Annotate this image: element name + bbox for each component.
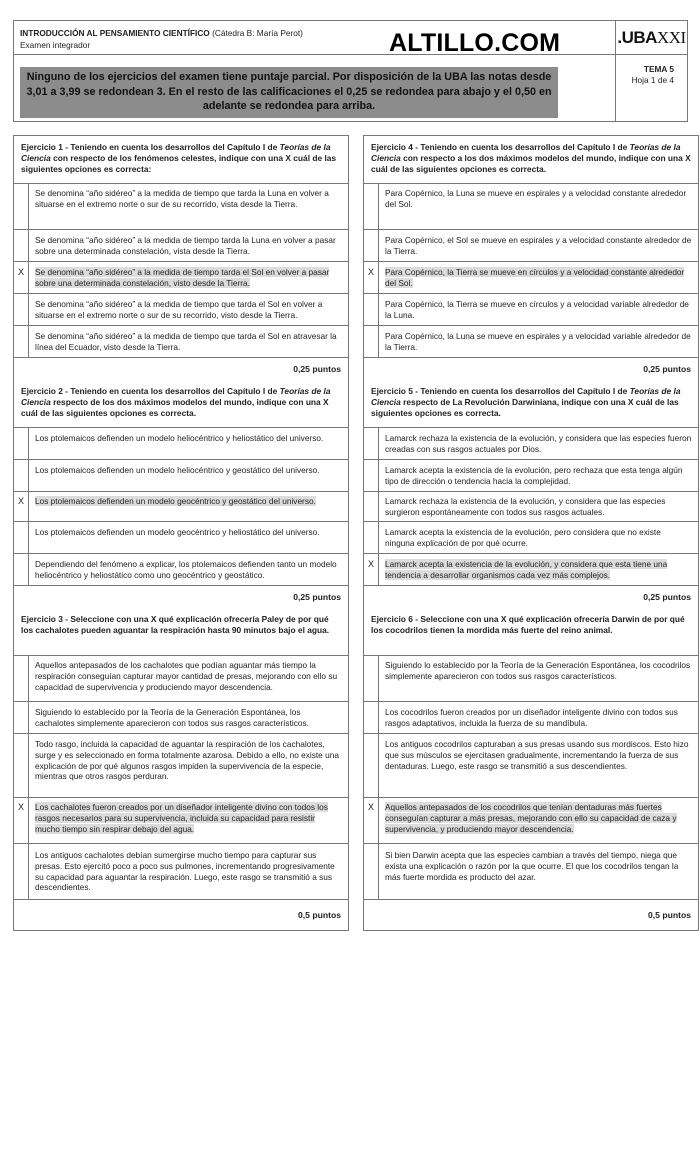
- answer-option[interactable]: [364, 492, 698, 522]
- option-text-cell: [379, 460, 698, 491]
- exercise-title-text: Ejercicio 5 - Teniendo en cuenta los desarrollos del Capítulo I de: [371, 386, 630, 396]
- option-text: Siguiendo lo establecido por la Teoría de la Generación Espontánea, los cachalotes simplemente aparecieron con todos sus rasgos característicos.: [35, 707, 309, 728]
- exercise-title-text-cont: con respecto a los dos máximos modelos del mundo, indique con una X cuál de las siguientes opciones es correcta.: [371, 152, 691, 174]
- option-text: Los ptolemaicos defienden un modelo geocéntrico y heliostático del universo.: [35, 527, 320, 537]
- answer-checkbox[interactable]: [364, 428, 379, 459]
- option-text: Para Copérnico, la Luna se mueve en espirales y a velocidad constante alrededor del Sol.: [385, 188, 687, 209]
- option-text: Todo rasgo, incluida la capacidad de aguantar la respiración de los cachalotes, surge y es seleccionado en forma totalmente azarosa. Debido a ello, no existe una explicación de por qué algunos rasgos impiden la supervivencia de la especie, mientras que otros rasgos perduran.: [35, 739, 339, 782]
- answer-checkbox[interactable]: [364, 294, 379, 325]
- exercise-title: [364, 608, 698, 656]
- exercise-6: [364, 608, 698, 930]
- answer-checkbox[interactable]: [364, 184, 379, 229]
- answer-option[interactable]: [364, 184, 698, 230]
- answer-checkbox[interactable]: X: [364, 798, 379, 843]
- answer-option[interactable]: [14, 734, 348, 798]
- option-text-cell: [379, 262, 698, 293]
- answer-option[interactable]: [364, 294, 698, 326]
- option-text: Si bien Darwin acepta que las especies cambian a través del tiempo, niega que exista una explicación o razón por la que ocurre. El que los cocodrilos tengan la más fuerte mordida es producto del azar.: [385, 850, 679, 882]
- answer-option[interactable]: [364, 554, 698, 586]
- tema-label: TEMA 5: [643, 64, 674, 74]
- answer-checkbox[interactable]: [14, 656, 29, 701]
- answer-option[interactable]: [14, 798, 348, 844]
- answer-checkbox[interactable]: X: [14, 492, 29, 521]
- answer-checkbox[interactable]: [14, 294, 29, 325]
- answer-checkbox[interactable]: [14, 230, 29, 261]
- exercise-points: 0,25 puntos: [643, 364, 691, 374]
- option-text: Para Copérnico, la Tierra se mueve en círculos y a velocidad variable alrededor de la Luna.: [385, 299, 689, 320]
- answer-option[interactable]: [364, 844, 698, 900]
- answer-option[interactable]: [14, 554, 348, 586]
- book-title: Teorías de la Ciencia: [21, 386, 331, 407]
- option-text: Se denomina “año sidéreo” a la medida de tiempo que tarda la Luna en volver a situarse en el extremo norte o sur de su recorrido, vista desde la Tierra.: [35, 188, 329, 209]
- answer-checkbox[interactable]: [364, 230, 379, 261]
- exercise-title-text-cont: con respecto de los fenómenos celestes, indique con una X cuál de las siguientes opciones es correcta:: [21, 152, 337, 174]
- exam-type: Examen integrador: [20, 39, 91, 50]
- exercise-points: 0,25 puntos: [293, 364, 341, 374]
- option-text-cell: [379, 702, 698, 733]
- answer-checkbox[interactable]: [14, 326, 29, 357]
- exercise-title: [364, 136, 698, 184]
- option-text-cell: [29, 428, 348, 459]
- answer-option[interactable]: [14, 844, 348, 900]
- option-text-cell: [29, 656, 348, 701]
- exercise-3: [14, 608, 348, 930]
- answer-option[interactable]: [14, 460, 348, 492]
- answer-checkbox[interactable]: [364, 656, 379, 701]
- option-text: Aquellos antepasados de los cachalotes que podían aguantar más tiempo la respiración conseguían capturar mayor cantidad de presas, mejorando con ello su capacidad de supervivencia y produciendo mayor descendencia.: [35, 660, 338, 692]
- option-text-cell: [29, 734, 348, 797]
- option-text: Los antiguos cachalotes debían sumergirse mucho tiempo para capturar sus presas. Esto ejercitó poco a poco sus pulmones, incrementando progresivamente su capacidad para aguantar la respiración. Luego, este rasgo se transmitió a sus descendientes.: [35, 850, 335, 893]
- option-text-cell: [29, 294, 348, 325]
- option-text-cell: [29, 554, 348, 585]
- answer-option[interactable]: [14, 294, 348, 326]
- exercise-title-text: Ejercicio 1 - Teniendo en cuenta los desarrollos del Capítulo I de: [21, 142, 280, 152]
- answer-option[interactable]: [14, 326, 348, 358]
- option-text: Siguiendo lo establecido por la Teoría de la Generación Espontánea, los cocodrilos simplemente aparecieron con todos sus rasgos característicos.: [385, 660, 691, 681]
- answer-checkbox[interactable]: [364, 522, 379, 553]
- option-text: Para Copérnico, la Luna se mueve en espirales y a velocidad variable alrededor de la Tierra.: [385, 331, 691, 352]
- left-column: [13, 135, 349, 931]
- answer-option[interactable]: [364, 702, 698, 734]
- answer-option[interactable]: [364, 522, 698, 554]
- option-text: Lamarck acepta la existencia de la evolución, y considera que esta tiene una tendencia a desarrollar organismos cada vez más complejos.: [385, 559, 668, 580]
- option-text-cell: [379, 734, 698, 797]
- exercise-title: [14, 608, 348, 656]
- option-text: Lamarck acepta la existencia de la evolución, pero considera que no existe ninguna explicación de por qué ocurre.: [385, 527, 661, 548]
- answer-option[interactable]: [364, 326, 698, 358]
- answer-checkbox[interactable]: [14, 184, 29, 229]
- answer-option[interactable]: [364, 262, 698, 294]
- option-text: Los cocodrilos fueron creados por un diseñador inteligente divino con todos sus rasgos adaptativos, incluida la fuerza de su mandíbula.: [385, 707, 678, 728]
- answer-checkbox[interactable]: X: [14, 262, 29, 293]
- exercise-title-text: Ejercicio 6 - Seleccione con una X qué explicación ofrecería Darwin de por qué los cocodrilos tienen la mordida más fuerte del reino animal.: [371, 614, 685, 635]
- answer-checkbox[interactable]: [14, 460, 29, 491]
- grading-notice: Ninguno de los ejercicios del examen tiene puntaje parcial. Por disposición de la UBA las notas desde 3,01 a 3,99 se redondean 3. En el resto de las calificaciones el 0,25 se redondea para abajo y el 0,50 en adelante se redondea para arriba.: [20, 67, 558, 118]
- answer-option[interactable]: [364, 798, 698, 844]
- answer-option[interactable]: [14, 702, 348, 734]
- answer-checkbox[interactable]: [14, 702, 29, 733]
- answer-checkbox[interactable]: [364, 492, 379, 521]
- option-text-cell: [379, 554, 698, 585]
- option-text: Dependiendo del fenómeno a explicar, los ptolemaicos defienden tanto un modelo heliocéntrico y heliostático como uno geocéntrico y geostático.: [35, 559, 337, 580]
- answer-option[interactable]: [14, 230, 348, 262]
- option-text-cell: [379, 522, 698, 553]
- answer-option[interactable]: [364, 460, 698, 492]
- uba-logo-main: .UBA: [617, 28, 657, 47]
- option-text-cell: [379, 844, 698, 899]
- option-text-cell: [29, 230, 348, 261]
- right-column: [363, 135, 699, 931]
- exercise-5: [364, 380, 698, 608]
- answer-option[interactable]: [14, 262, 348, 294]
- answer-option[interactable]: [14, 522, 348, 554]
- answer-option[interactable]: [14, 184, 348, 230]
- option-text-cell: [379, 230, 698, 261]
- option-text: Los ptolemaicos defienden un modelo heliocéntrico y geostático del universo.: [35, 465, 320, 475]
- option-text: Los cachalotes fueron creados por un diseñador inteligente divino con todos los rasgos necesarios para su supervivencia, incluida su capacidad para resistir mucho tiempo sin respirar debajo del agua.: [35, 802, 328, 834]
- option-text: Los ptolemaicos defienden un modelo geocéntrico y geostático del universo.: [35, 496, 316, 506]
- answer-checkbox[interactable]: [364, 326, 379, 357]
- option-text-cell: [29, 844, 348, 899]
- exercise-2: [14, 380, 348, 608]
- option-text: Para Copérnico, el Sol se mueve en espirales y a velocidad constante alrededor de la Tierra.: [385, 235, 692, 256]
- exercise-title: [14, 380, 348, 428]
- option-text-cell: [29, 184, 348, 229]
- exercise-title-text: Ejercicio 3 - Seleccione con una X qué explicación ofrecería Paley de por qué los cachalotes pueden aguantar la respiración hasta 90 minutos bajo el agua.: [21, 614, 330, 635]
- answer-option[interactable]: [14, 656, 348, 702]
- exercise-points: 0,5 puntos: [648, 910, 691, 920]
- option-text-cell: [379, 656, 698, 701]
- uba-logo-suffix: XXI: [656, 28, 686, 47]
- exercise-points: 0,5 puntos: [298, 910, 341, 920]
- page-indicator: Hoja 1 de 4: [631, 74, 674, 85]
- course-info: [20, 28, 303, 51]
- uba-xxi-logo: [615, 21, 687, 55]
- header-top-row: [14, 21, 687, 55]
- answer-option[interactable]: [364, 230, 698, 262]
- book-title: Teorías de la Ciencia: [371, 142, 681, 163]
- option-text: Lamarck rechaza la existencia de la evolución, y considera que las especies surgieron espontáneamente con todos sus rasgos actuales.: [385, 496, 666, 517]
- option-text: Se denomina “año sidéreo” a la medida de tiempo tarda el Sol en volver a pasar sobre una determinada constelación, visto desde la Tierra.: [35, 267, 330, 288]
- option-text: Se denomina “año sidéreo” a la medida de tiempo tarda la Luna en volver a pasar sobre una determinada constelación, vista desde la Tierra.: [35, 235, 336, 256]
- exercise-points: 0,25 puntos: [643, 592, 691, 602]
- option-text-cell: [379, 492, 698, 521]
- answer-checkbox[interactable]: [364, 844, 379, 899]
- exercise-1: [14, 136, 348, 380]
- option-text: Para Copérnico, la Tierra se mueve en círculos y a velocidad constante alrededor del Sol.: [385, 267, 685, 288]
- book-title: Teorías de la Ciencia: [21, 142, 331, 163]
- answer-checkbox[interactable]: X: [364, 262, 379, 293]
- option-text-cell: [29, 798, 348, 843]
- option-text: Se denomina “año sidéreo” a la medida de tiempo que tarda el Sol en volver a situarse en el extremo norte o sur de su recorrido, visto desde la Tierra.: [35, 299, 323, 320]
- exercise-4: [364, 136, 698, 380]
- answer-option[interactable]: [364, 428, 698, 460]
- exercise-title-text: Ejercicio 4 - Teniendo en cuenta los desarrollos del Capítulo I de: [371, 142, 630, 152]
- answer-option[interactable]: [14, 428, 348, 460]
- answer-checkbox[interactable]: [14, 734, 29, 797]
- exam-header: [13, 20, 688, 122]
- option-text: Aquellos antepasados de los cocodrilos que tenían dentaduras más fuertes conseguían capturar a más presas, mejorando con ello su capacidad de caza y supervivencia, y produciendo mayor descendencia.: [385, 802, 677, 834]
- option-text: Lamarck rechaza la existencia de la evolución, y considera que las especies fueron creadas con sus rasgos actuales por Dios.: [385, 433, 692, 454]
- book-title: Teorías de la Ciencia: [371, 386, 681, 407]
- answer-checkbox[interactable]: [14, 554, 29, 585]
- option-text: Se denomina “año sidéreo” a la medida de tiempo que tarda el Sol en atravesar la línea del Ecuador, visto desde la Tierra.: [35, 331, 337, 352]
- option-text-cell: [379, 184, 698, 229]
- option-text-cell: [29, 522, 348, 553]
- exercise-title-text-cont: respecto de La Revolución Darwiniana, indique con una X cuál de las siguientes opciones es correcta.: [371, 396, 679, 418]
- option-text-cell: [29, 326, 348, 357]
- answer-checkbox[interactable]: [14, 522, 29, 553]
- answer-checkbox[interactable]: X: [364, 554, 379, 585]
- answer-checkbox[interactable]: [14, 844, 29, 899]
- option-text-cell: [29, 262, 348, 293]
- option-text-cell: [29, 492, 348, 521]
- option-text-cell: [379, 428, 698, 459]
- answer-option[interactable]: [364, 656, 698, 702]
- exercise-points: 0,25 puntos: [293, 592, 341, 602]
- option-text-cell: [29, 460, 348, 491]
- answer-option[interactable]: [14, 492, 348, 522]
- option-text-cell: [379, 326, 698, 357]
- answer-checkbox[interactable]: [14, 428, 29, 459]
- option-text-cell: [379, 798, 698, 843]
- answer-checkbox[interactable]: [364, 702, 379, 733]
- option-text: Lamarck acepta la existencia de la evolución, pero rechaza que esta tenga algún tipo de dirección o tendencia hacia la complejidad.: [385, 465, 683, 486]
- answer-checkbox[interactable]: [364, 734, 379, 797]
- course-catedra: (Cátedra B: María Perot): [212, 28, 303, 38]
- exercise-title-text: Ejercicio 2 - Teniendo en cuenta los desarrollos del Capítulo I de: [21, 386, 280, 396]
- answer-option[interactable]: [364, 734, 698, 798]
- option-text-cell: [379, 294, 698, 325]
- answer-checkbox[interactable]: [364, 460, 379, 491]
- option-text: Los antiguos cocodrilos capturaban a sus presas usando sus mordiscos. Esto hizo que sus músculos se ejercitasen gradualmente, incrementando la fuerza de sus dentaduras. Luego, este rasgo se transmitió a sus descendientes.: [385, 739, 689, 771]
- altillo-watermark: ALTILLO.COM: [389, 29, 561, 57]
- option-text-cell: [29, 702, 348, 733]
- answer-checkbox[interactable]: X: [14, 798, 29, 843]
- option-text: Los ptolemaicos defienden un modelo heliocéntrico y heliostático del universo.: [35, 433, 324, 443]
- exercise-title: [14, 136, 348, 184]
- tema-box: [615, 55, 687, 122]
- exercise-title: [364, 380, 698, 428]
- exercise-title-text-cont: respecto de los dos máximos modelos del mundo, indique con una X cuál de las siguientes opciones es correcta.: [21, 396, 329, 418]
- course-title: INTRODUCCIÓN AL PENSAMIENTO CIENTÍFICO: [20, 28, 210, 38]
